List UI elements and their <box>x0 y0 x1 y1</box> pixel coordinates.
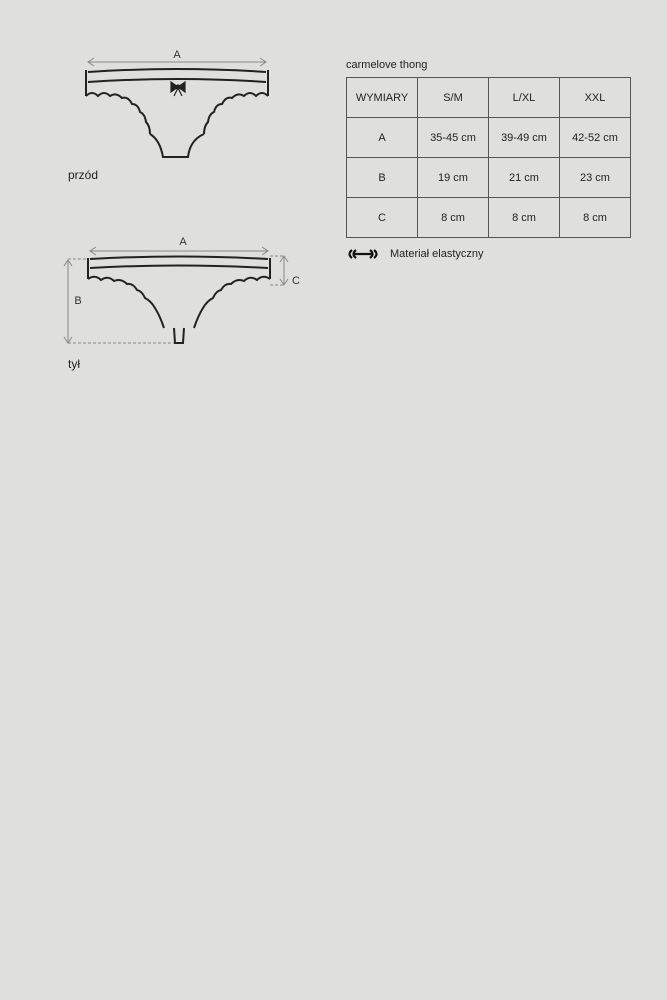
table-cell: B <box>347 158 418 198</box>
legend-text: Materiał elastyczny <box>390 248 484 260</box>
table-header-cell: S/M <box>418 78 489 118</box>
table-cell: 8 cm <box>560 198 631 238</box>
product-title: carmelove thong <box>346 59 428 71</box>
table-cell: 35-45 cm <box>418 118 489 158</box>
legend <box>346 248 484 260</box>
size-table <box>346 77 631 238</box>
table-cell: 42-52 cm <box>560 118 631 158</box>
back-dim-a-letter: A <box>179 236 187 248</box>
table-header-cell: XXL <box>560 78 631 118</box>
back-dim-c-letter: C <box>292 275 300 287</box>
table-row <box>347 198 631 238</box>
back-view-label: tył <box>68 357 80 371</box>
table-cell: 19 cm <box>418 158 489 198</box>
table-row <box>347 158 631 198</box>
back-dimension-a <box>90 247 268 255</box>
front-dim-a-letter: A <box>173 49 181 61</box>
elastic-arrow-icon <box>346 248 380 260</box>
back-garment-drawing <box>88 257 270 344</box>
table-cell: 8 cm <box>418 198 489 238</box>
table-header-row <box>347 78 631 118</box>
front-view-label: przód <box>68 168 99 182</box>
table-cell: 8 cm <box>489 198 560 238</box>
table-cell: A <box>347 118 418 158</box>
table-header-cell: WYMIARY <box>347 78 418 118</box>
bow-icon <box>171 82 185 96</box>
table-cell: 21 cm <box>489 158 560 198</box>
table-cell: 23 cm <box>560 158 631 198</box>
table-header-cell: L/XL <box>489 78 560 118</box>
back-dimension-c <box>270 256 288 285</box>
table-row <box>347 118 631 158</box>
table-cell: 39-49 cm <box>489 118 560 158</box>
table-cell: C <box>347 198 418 238</box>
front-garment-drawing <box>86 69 268 157</box>
back-dim-b-letter: B <box>74 295 82 307</box>
